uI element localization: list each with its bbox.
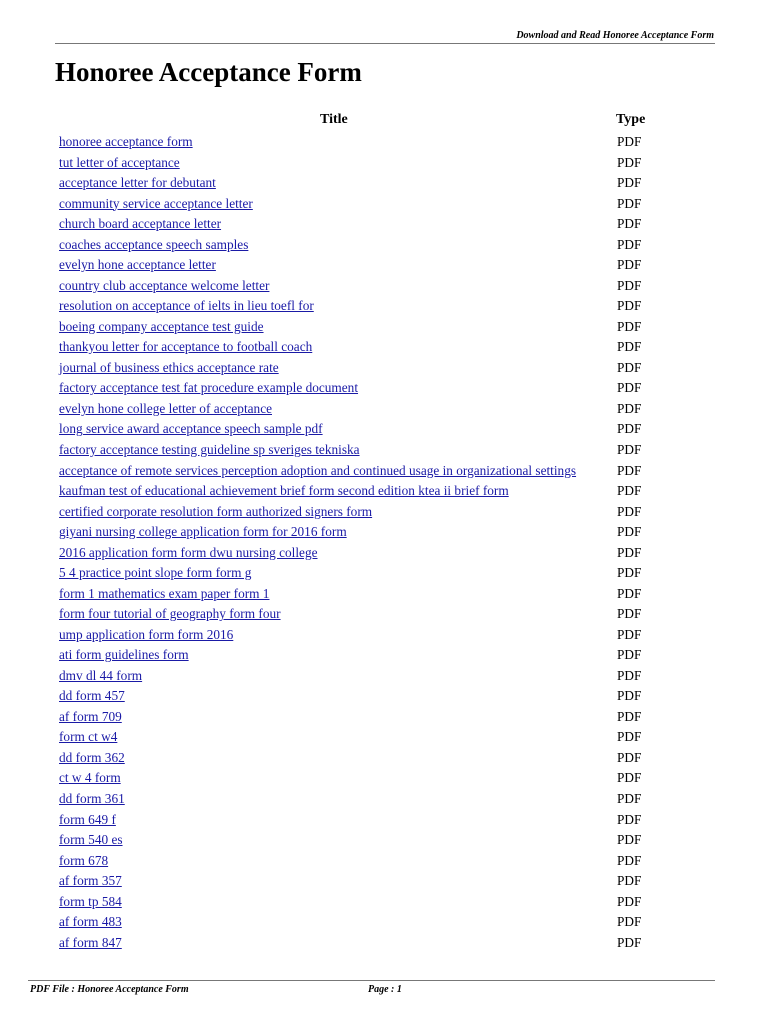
- list-item: [59, 645, 659, 666]
- document-type: PDF: [617, 462, 642, 478]
- list-item: [59, 563, 659, 584]
- document-link[interactable]: form ct w4: [59, 729, 118, 745]
- document-link[interactable]: honoree acceptance form: [59, 134, 193, 149]
- document-link[interactable]: 5 4 practice point slope form form g: [59, 565, 252, 581]
- document-type: PDF: [617, 667, 642, 683]
- document-link[interactable]: af form 483: [59, 914, 122, 930]
- document-type: PDF: [617, 832, 642, 848]
- document-type: PDF: [617, 852, 642, 868]
- document-type: PDF: [617, 708, 642, 724]
- document-type: PDF: [617, 134, 642, 149]
- document-link[interactable]: evelyn hone college letter of acceptance: [59, 400, 272, 416]
- list-item: [59, 707, 659, 728]
- document-type: PDF: [617, 606, 642, 622]
- document-link[interactable]: af form 847: [59, 934, 122, 950]
- document-link[interactable]: dmv dl 44 form: [59, 667, 143, 683]
- document-type: PDF: [617, 524, 642, 540]
- document-link[interactable]: ati form guidelines form: [59, 647, 189, 663]
- list-item: [59, 337, 659, 358]
- list-item: [59, 810, 659, 831]
- header-divider: [55, 43, 715, 44]
- document-link[interactable]: community service acceptance letter: [59, 195, 253, 211]
- document-link[interactable]: acceptance of remote services perception adoption and continued usage in organizational settings: [59, 462, 577, 478]
- list-item: [59, 686, 659, 707]
- list-item: [59, 789, 659, 810]
- list-item: [59, 461, 659, 482]
- document-type: PDF: [617, 483, 642, 499]
- document-link[interactable]: 2016 application form form dwu nursing college: [59, 544, 318, 560]
- document-type: PDF: [617, 729, 642, 745]
- document-type: PDF: [617, 318, 642, 334]
- document-link[interactable]: form four tutorial of geography form four: [59, 606, 281, 622]
- column-header-title: Title: [320, 112, 348, 127]
- document-link[interactable]: af form 709: [59, 708, 122, 724]
- document-link[interactable]: form 678: [59, 852, 109, 868]
- list-item: [59, 378, 659, 399]
- list-item: [59, 235, 659, 256]
- document-type: PDF: [617, 175, 642, 191]
- document-link[interactable]: journal of business ethics acceptance rate: [59, 359, 279, 375]
- document-type: PDF: [617, 873, 642, 889]
- list-item: [59, 522, 659, 543]
- document-link[interactable]: form tp 584: [59, 893, 122, 909]
- document-link[interactable]: dd form 361: [59, 791, 125, 806]
- column-header-type: Type: [616, 112, 646, 127]
- document-link[interactable]: dd form 362: [59, 749, 125, 765]
- document-link[interactable]: factory acceptance test fat procedure example document: [59, 380, 359, 396]
- document-type: PDF: [617, 195, 642, 211]
- document-link[interactable]: acceptance letter for debutant: [59, 175, 216, 191]
- document-link[interactable]: form 1 mathematics exam paper form 1: [59, 585, 270, 601]
- document-link[interactable]: form 540 es: [59, 832, 123, 848]
- document-link[interactable]: resolution on acceptance of ielts in lieu toefl for: [59, 298, 314, 314]
- document-type: PDF: [617, 893, 642, 909]
- document-type: PDF: [617, 400, 642, 416]
- list-item: [59, 481, 659, 502]
- document-type: PDF: [617, 154, 642, 170]
- document-link[interactable]: boeing company acceptance test guide: [59, 318, 264, 334]
- document-type: PDF: [617, 277, 642, 293]
- list-item: [59, 543, 659, 564]
- list-item: [59, 748, 659, 769]
- list-item: [59, 604, 659, 625]
- document-type: PDF: [617, 688, 642, 704]
- list-item: [59, 255, 659, 276]
- document-type: PDF: [617, 441, 642, 457]
- document-link[interactable]: af form 357: [59, 873, 122, 889]
- document-link[interactable]: coaches acceptance speech samples: [59, 236, 249, 252]
- document-type: PDF: [617, 339, 642, 355]
- document-link[interactable]: factory acceptance testing guideline sp sveriges tekniska: [59, 441, 360, 457]
- document-type: PDF: [617, 236, 642, 252]
- document-link[interactable]: evelyn hone acceptance letter: [59, 257, 216, 273]
- footer-file-label: PDF File : Honoree Acceptance Form: [30, 984, 189, 995]
- document-type: PDF: [617, 257, 642, 273]
- list-item: [59, 276, 659, 297]
- list-item: [59, 440, 659, 461]
- list-item: [59, 584, 659, 605]
- list-item: [59, 871, 659, 892]
- document-type: PDF: [617, 791, 642, 806]
- list-item: [59, 727, 659, 748]
- document-link[interactable]: long service award acceptance speech sample pdf: [59, 421, 323, 437]
- list-item: [59, 625, 659, 646]
- document-link[interactable]: thankyou letter for acceptance to football coach: [59, 339, 313, 355]
- document-type: PDF: [617, 565, 642, 581]
- document-type: PDF: [617, 421, 642, 437]
- list-item: [59, 358, 659, 379]
- list-item: [59, 296, 659, 317]
- document-type: PDF: [617, 647, 642, 663]
- list-item: [59, 194, 659, 215]
- list-item: [59, 399, 659, 420]
- list-item: [59, 933, 659, 954]
- footer-page-number: Page : 1: [368, 984, 402, 995]
- document-link[interactable]: dd form 457: [59, 688, 125, 704]
- document-type: PDF: [617, 216, 642, 232]
- document-list: [59, 132, 659, 953]
- list-item: [59, 502, 659, 523]
- document-type: PDF: [617, 380, 642, 396]
- list-item: [59, 214, 659, 235]
- document-type: PDF: [617, 503, 642, 519]
- document-type: PDF: [617, 934, 642, 950]
- document-link[interactable]: kaufman test of educational achievement brief form second edition ktea ii brief form: [59, 483, 509, 499]
- document-link[interactable]: ump application form form 2016: [59, 626, 234, 642]
- document-link[interactable]: giyani nursing college application form for 2016 form: [59, 524, 347, 540]
- list-item: [59, 851, 659, 872]
- document-type: PDF: [617, 544, 642, 560]
- document-type: PDF: [617, 749, 642, 765]
- page-title: Honoree Acceptance Form: [55, 57, 362, 87]
- document-type: PDF: [617, 585, 642, 601]
- document-link[interactable]: tut letter of acceptance: [59, 154, 180, 170]
- list-item: [59, 419, 659, 440]
- document-link[interactable]: ct w 4 form: [59, 770, 121, 786]
- document-type: PDF: [617, 811, 642, 827]
- document-link[interactable]: church board acceptance letter: [59, 216, 222, 232]
- list-item: [59, 912, 659, 933]
- document-type: PDF: [617, 359, 642, 375]
- document-link[interactable]: country club acceptance welcome letter: [59, 277, 270, 293]
- list-item: [59, 768, 659, 789]
- document-link[interactable]: form 649 f: [59, 811, 116, 827]
- document-type: PDF: [617, 626, 642, 642]
- document-type: PDF: [617, 914, 642, 930]
- list-item: [59, 317, 659, 338]
- footer-divider: [28, 980, 715, 981]
- list-item: [59, 830, 659, 851]
- page-header: Download and Read Honoree Acceptance Form: [516, 30, 714, 41]
- list-item: [59, 153, 659, 174]
- list-item: [59, 173, 659, 194]
- document-link[interactable]: certified corporate resolution form authorized signers form: [59, 503, 373, 519]
- list-item: [59, 892, 659, 913]
- list-item: [59, 666, 659, 687]
- document-type: PDF: [617, 298, 642, 314]
- document-type: PDF: [617, 770, 642, 786]
- list-item: [59, 132, 659, 153]
